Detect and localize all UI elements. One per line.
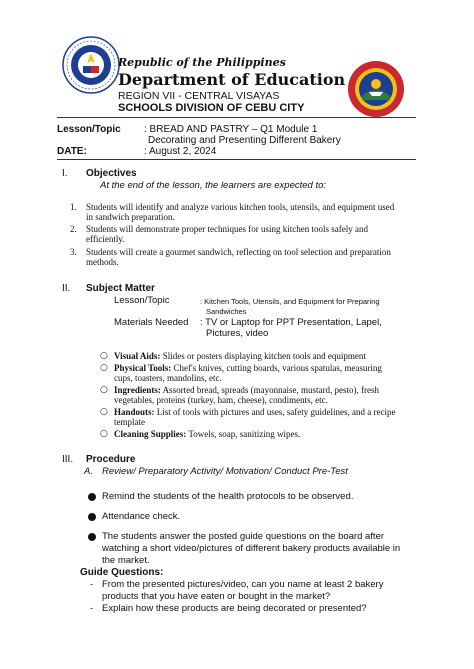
region-heading: REGION VII - CENTRAL VISAYAS — [118, 90, 280, 102]
dash-bullet: - — [90, 603, 94, 614]
lesson-value-line1: : BREAD AND PASTRY – Q1 Module 1 — [144, 124, 318, 135]
bullet-text: vegetables, proteins (turkey, ham, cheese), condiments, etc. — [114, 395, 328, 405]
dash-bullet: - — [90, 579, 94, 590]
department-heading: Department of Education — [118, 70, 346, 89]
objective-text: Students will demonstrate proper techniques for using kitchen tools safely and — [86, 224, 368, 234]
bullet-text: cups, toasters, mandolins, etc. — [114, 373, 222, 383]
materials-value-line1: : TV or Laptop for PPT Presentation, Lapel, — [200, 317, 382, 328]
bullet-text: Towels, soap, sanitizing wipes. — [186, 429, 301, 439]
bullet-dot-icon — [88, 533, 96, 541]
subsection-letter: A. — [84, 466, 93, 477]
step-text: watching a short video/pictures of different bakery products available in — [102, 543, 401, 554]
republic-heading: Republic of the Philippines — [118, 56, 286, 69]
bullet-line — [114, 363, 382, 373]
topic-label: Lesson/Topic — [114, 295, 170, 306]
objective-number: 2. — [70, 224, 77, 234]
bullet-text: template — [114, 417, 145, 427]
subject-title: Subject Matter — [86, 283, 155, 294]
bullet-text: Slides or posters displaying kitchen tools and equipment — [160, 351, 366, 361]
subject-number: II. — [62, 283, 71, 294]
step-text: The students answer the posted guide questions on the board after — [102, 531, 385, 542]
materials-label: Materials Needed — [114, 317, 189, 328]
bullet-line — [114, 407, 395, 417]
objectives-intro: At the end of the lesson, the learners are expected to: — [100, 180, 327, 191]
bullet-heading: Handouts: — [114, 407, 155, 417]
step-text: the market. — [102, 555, 150, 566]
lesson-label: Lesson/Topic — [57, 124, 121, 135]
materials-value-line2: Pictures, video — [206, 328, 269, 339]
bullet-line — [114, 351, 366, 361]
date-label: DATE: — [57, 146, 87, 157]
objective-text: efficiently. — [86, 234, 125, 244]
objective-text: Students will create a gourmet sandwich, reflecting on tool selection and preparation — [86, 247, 391, 257]
question-text: Explain how these products are being decorated or presented? — [102, 603, 367, 614]
bullet-text: List of tools with pictures and uses, safety guidelines, and a recipe — [154, 407, 396, 417]
hollow-bullet-icon: ○ — [100, 407, 108, 417]
guide-questions-title: Guide Questions: — [80, 567, 164, 578]
procedure-title: Procedure — [86, 454, 136, 465]
step-text: Remind the students of the health protocols to be observed. — [102, 491, 354, 502]
step-text: Attendance check. — [102, 511, 181, 522]
division-heading: SCHOOLS DIVISION OF CEBU CITY — [118, 102, 305, 114]
objective-text: methods. — [86, 257, 119, 267]
question-text: products that you have eaten or bought in the market? — [102, 591, 331, 602]
topic-value-line1: : Kitchen Tools, Utensils, and Equipment for Preparing — [200, 297, 380, 306]
objective-text: Students will identify and analyze various kitchen tools, utensils, and equipment used — [86, 202, 395, 212]
objectives-title: Objectives — [86, 168, 137, 179]
bullet-dot-icon — [88, 493, 96, 501]
lesson-value-line2: Decorating and Presenting Different Bakery — [148, 135, 341, 146]
objectives-number: I. — [62, 168, 68, 179]
date-value: : August 2, 2024 — [144, 146, 217, 157]
procedure-number: III. — [62, 454, 74, 465]
bullet-heading: Cleaning Supplies: — [114, 429, 187, 439]
hollow-bullet-icon: ○ — [100, 385, 108, 395]
bullet-text: Chef's knives, cutting boards, various spatulas, measuring — [171, 363, 382, 373]
bullet-heading: Physical Tools: — [114, 363, 172, 373]
bullet-line — [114, 385, 379, 395]
deped-seal-icon — [62, 36, 120, 94]
subsection-title: Review/ Preparatory Activity/ Motivation/ Conduct Pre-Test — [102, 466, 348, 477]
question-text: From the presented pictures/video, can you name at least 2 bakery — [102, 579, 384, 590]
objective-text: in sandwich preparation. — [86, 212, 175, 222]
info-divider — [57, 159, 416, 160]
hollow-bullet-icon: ○ — [100, 351, 108, 361]
bullet-dot-icon — [88, 513, 96, 521]
hollow-bullet-icon: ○ — [100, 429, 108, 439]
bullet-line — [114, 429, 300, 439]
header-divider — [57, 117, 416, 118]
hollow-bullet-icon: ○ — [100, 363, 108, 373]
objective-number: 1. — [70, 202, 77, 212]
topic-value-line2: Sandwiches — [206, 307, 247, 316]
objective-number: 3. — [70, 247, 77, 257]
division-seal-icon — [347, 60, 405, 118]
bullet-heading: Visual Aids: — [114, 351, 161, 361]
bullet-text: Assorted bread, spreads (mayonnaise, mustard, pesto), fresh — [160, 385, 380, 395]
bullet-heading: Ingredients: — [114, 385, 161, 395]
